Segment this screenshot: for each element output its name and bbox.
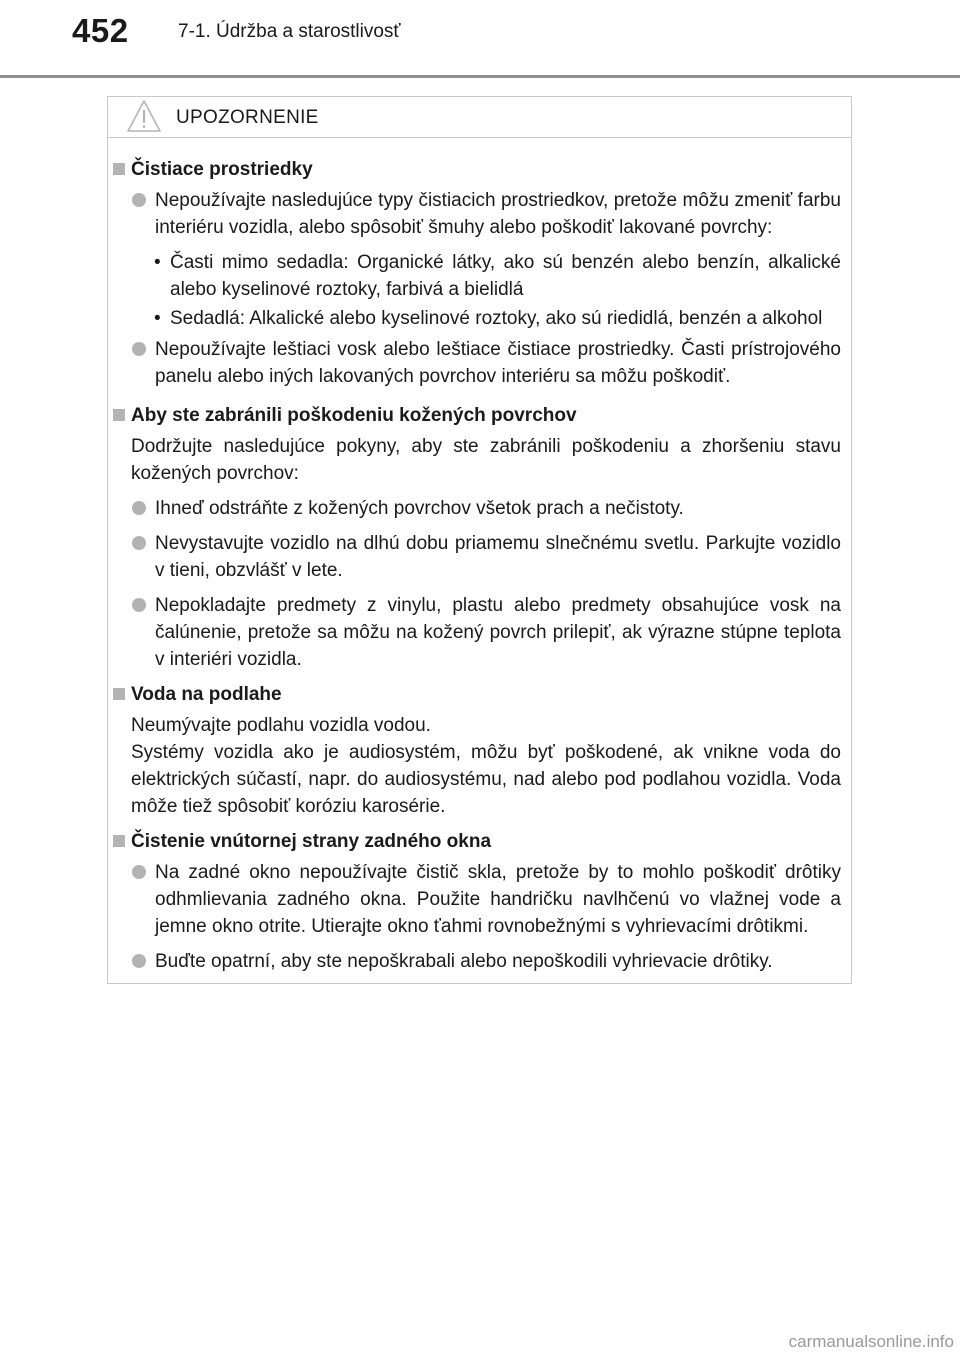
paragraph: Systémy vozidla ako je audiosystém, môžu byť poškodené, ak vnikne voda do elektrických súčastí, napr. do audiosystému, nad alebo pod podlahou vozidla. Voda môže tiež spôsobiť koróziu karosérie. [131, 742, 841, 817]
sub-list-item: • Časti mimo sedadla: Organické látky, ako sú benzén alebo benzín, alkalické alebo kyselinové roztoky, farbivá a bielidlá [108, 249, 841, 303]
list-item: Nepoužívajte leštiaci vosk alebo leštiace čistiace prostriedky. Časti prístrojového panelu alebo iných lakovaných povrchov interiéru sa môžu poškodiť. [108, 336, 841, 390]
warning-label: UPOZORNENIE [176, 107, 319, 128]
list-item: Nevystavujte vozidlo na dlhú dobu priamemu slnečnému svetlu. Parkujte vozidlo v tieni, obzvlášť v lete. [108, 530, 841, 584]
list-item: Buďte opatrní, aby ste nepoškrabali alebo nepoškodili vyhrievacie drôtiky. [108, 948, 841, 975]
section-title-rear-window: Čistenie vnútornej strany zadného okna [108, 828, 841, 855]
page-number: 452 [72, 12, 129, 49]
sub-list-item: • Sedadlá: Alkalické alebo kyselinové roztoky, ako sú riedidlá, benzén a alkohol [108, 305, 841, 332]
chapter-title: 7-1. Údržba a starostlivosť [178, 21, 401, 42]
section-intro: Dodržujte nasledujúce pokyny, aby ste zabránili poškodeniu a zhoršeniu stavu kožených povrchov: [131, 436, 841, 484]
section-title-floor-water: Voda na podlahe [108, 681, 841, 708]
warning-content [108, 138, 851, 975]
warning-header [108, 97, 851, 138]
header-rule [0, 75, 960, 78]
page-header [0, 0, 960, 80]
paragraph: Neumývajte podlahu vozidla vodou. [131, 715, 431, 736]
warning-triangle-icon [126, 99, 162, 133]
section-title-cleaning-agents: Čistiace prostriedky [108, 156, 841, 183]
warning-box [107, 96, 852, 984]
section-title-leather: Aby ste zabránili poškodeniu kožených povrchov [108, 402, 841, 429]
watermark: carmanualsonline.info [788, 1332, 954, 1351]
list-item: Ihneď odstráňte z kožených povrchov všetok prach a nečistoty. [108, 495, 841, 522]
list-item: Nepokladajte predmety z vinylu, plastu alebo predmety obsahujúce vosk na čalúnenie, pretože sa môžu na kožený povrch prilepiť, ak výrazne stúpne teplota v interiéri vozidla. [108, 592, 841, 673]
list-item: Nepoužívajte nasledujúce typy čistiacich prostriedkov, pretože môžu zmeniť farbu interiéru vozidla, alebo spôsobiť šmuhy alebo poškodiť lakované povrchy: [108, 187, 841, 241]
list-item: Na zadné okno nepoužívajte čistič skla, pretože by to mohlo poškodiť drôtiky odhmlievania zadného okna. Použite handričku navlhčenú vo vlažnej vode a jemne okno otrite. Utierajte okno ťahmi rovnobežnými s vyhrievacími drôtikmi. [108, 859, 841, 940]
